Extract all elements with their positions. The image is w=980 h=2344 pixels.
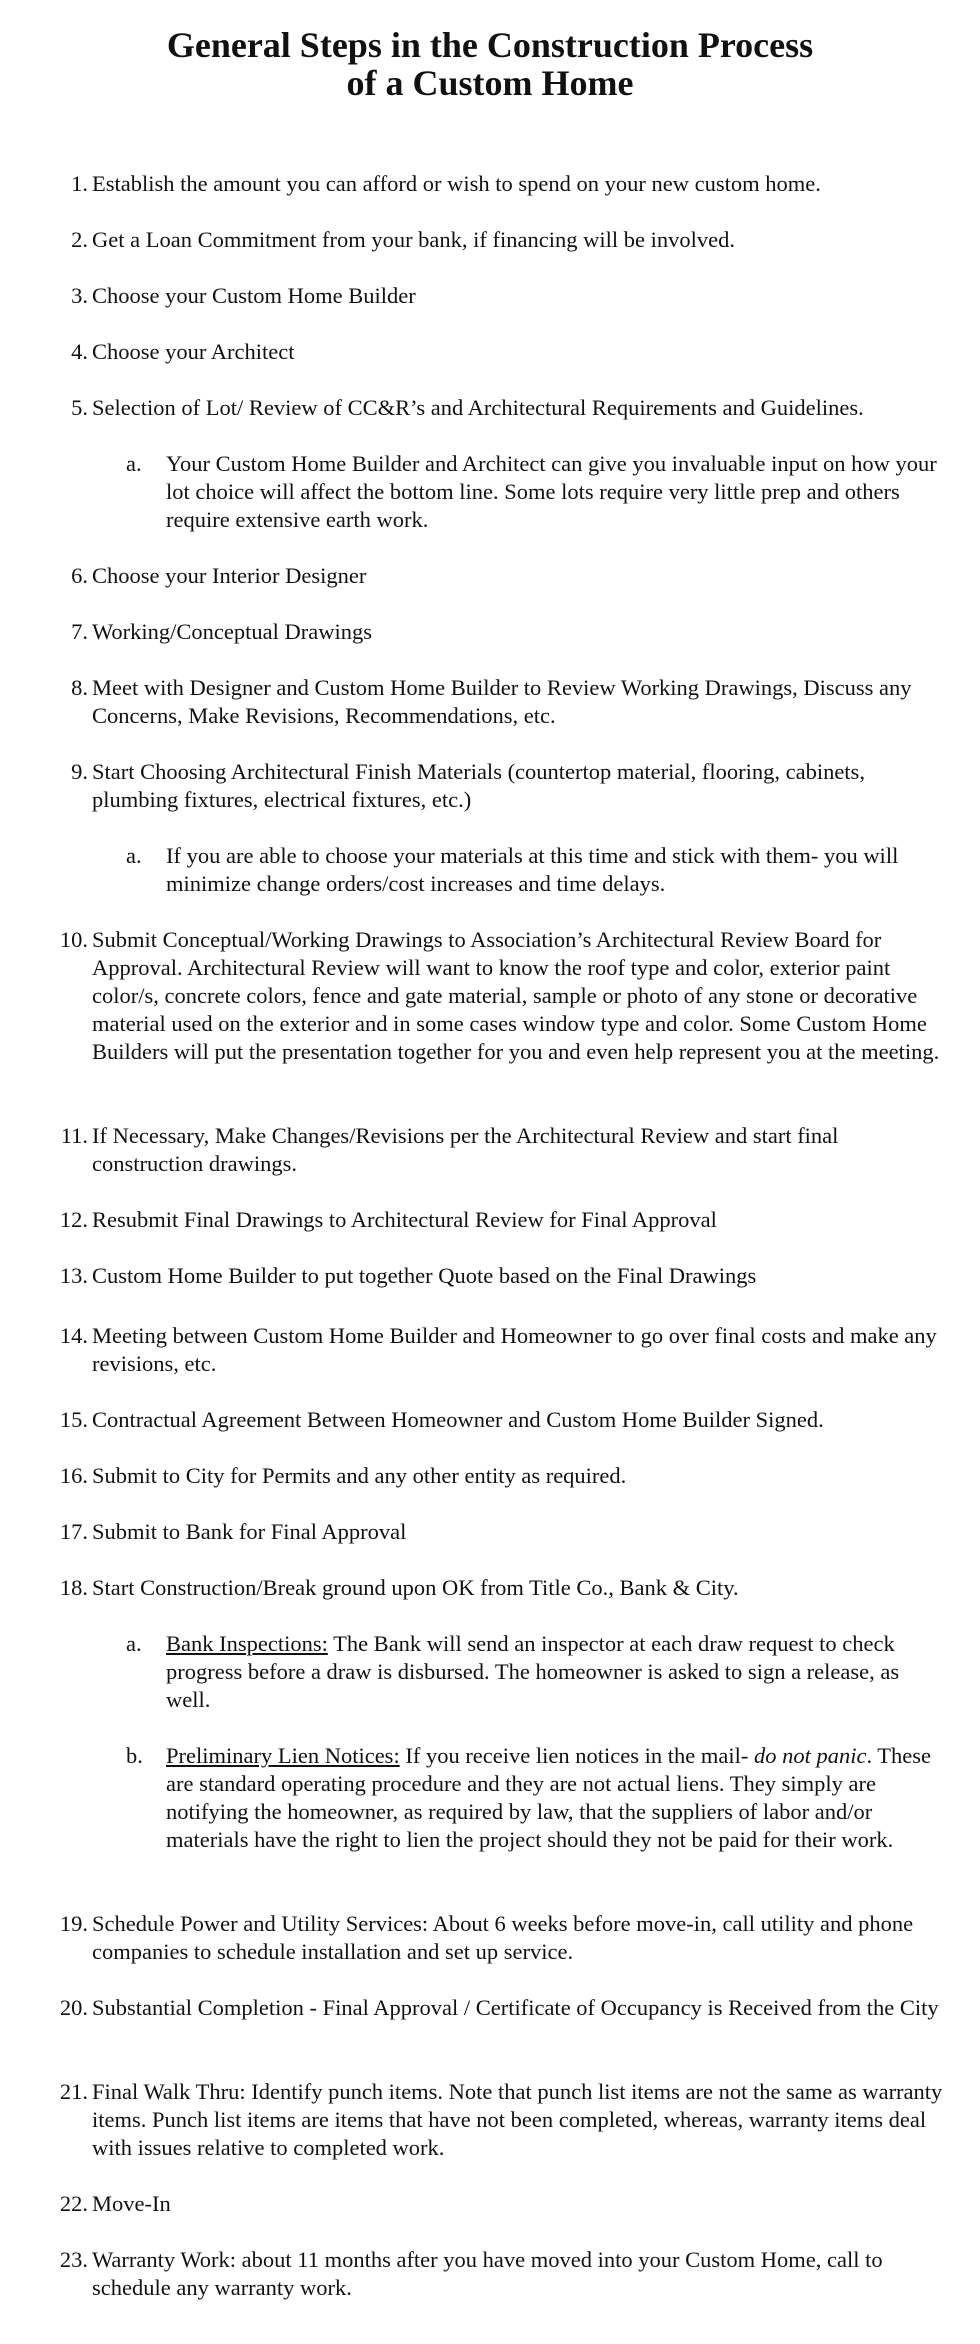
sub-item-text: If you are able to choose your materials at this time and stick with them- you will minimize change orders/cost increases and time delays. [166, 843, 899, 896]
step-number: 15. [59, 1407, 88, 1432]
step-11 [52, 1122, 952, 1178]
step-9 [52, 758, 952, 814]
sub-item-body: The Bank will send an inspector at each draw request to check progress before a draw is disbursed. The homeowner is asked to sign a release, as well. [166, 1631, 900, 1712]
step-18 [52, 1574, 952, 1602]
step-1 [52, 170, 952, 198]
step-number: 1. [71, 171, 88, 196]
sub-item-body-post: . These are standard operating procedure and they are not actual liens. They simply are notifying the homeowner, as required by law, that the suppliers of labor and/or materials have the right to lien the project should they not be paid for their work. [166, 1743, 932, 1852]
step-text: Meeting between Custom Home Builder and Homeowner to go over final costs and make any revisions, etc. [92, 1323, 937, 1376]
step-number: 22. [59, 2191, 88, 2216]
step-5 [52, 394, 952, 422]
step-7 [52, 618, 952, 646]
step-12 [52, 1206, 952, 1234]
step-15 [52, 1406, 952, 1434]
sub-item-text [166, 1630, 944, 1714]
step-number: 4. [71, 339, 88, 364]
step-text: Resubmit Final Drawings to Architectural Review for Final Approval [92, 1207, 717, 1232]
step-2 [52, 226, 952, 254]
step-18-sub-a [126, 1630, 944, 1714]
sub-item-letter: a. [126, 843, 142, 868]
sub-item-text: Your Custom Home Builder and Architect can give you invaluable input on how your lot choice will affect the bottom line. Some lots require very little prep and others require extensive earth work. [166, 451, 937, 532]
step-text: Warranty Work: about 11 months after you have moved into your Custom Home, call to schedule any warranty work. [92, 2247, 883, 2300]
step-number: 3. [71, 283, 88, 308]
step-19 [52, 1910, 952, 1966]
sub-item-letter: b. [126, 1743, 143, 1768]
step-number: 8. [71, 675, 88, 700]
step-number: 7. [71, 619, 88, 644]
step-text: If Necessary, Make Changes/Revisions per the Architectural Review and start final construction drawings. [92, 1123, 839, 1176]
step-14 [52, 1322, 952, 1378]
title-line-2: of a Custom Home [346, 63, 634, 103]
step-number: 12. [59, 1207, 88, 1232]
step-18-sub-b [126, 1742, 944, 1854]
step-3 [52, 282, 952, 310]
step-number: 2. [71, 227, 88, 252]
step-text: Choose your Architect [92, 339, 295, 364]
sub-item-body-pre: If you receive lien notices in the mail- [399, 1743, 754, 1768]
step-number: 17. [59, 1519, 88, 1544]
step-text: Meet with Designer and Custom Home Builder to Review Working Drawings, Discuss any Concerns, Make Revisions, Recommendations, etc. [92, 675, 912, 728]
step-5-sub-a [126, 450, 944, 534]
step-text: Submit Conceptual/Working Drawings to Association’s Architectural Review Board for Approval. Architectural Review will want to know the roof type and color, exterior paint color/s, concrete colors, fence and gate material, sample or photo of any stone or decorative material used on the exterior and in some cases window type and color. Some Custom Home Builders will put the presentation together for you and even help represent you at the meeting. [92, 927, 940, 1064]
step-number: 18. [59, 1575, 88, 1600]
title-line-1: General Steps in the Construction Process [166, 25, 814, 65]
step-number: 6. [71, 563, 88, 588]
step-6 [52, 562, 952, 590]
step-8 [52, 674, 952, 730]
step-text: Custom Home Builder to put together Quote based on the Final Drawings [92, 1263, 757, 1288]
step-text: Choose your Custom Home Builder [92, 283, 416, 308]
step-text: Working/Conceptual Drawings [92, 619, 373, 644]
step-number: 11. [60, 1123, 88, 1148]
step-number: 20. [59, 1995, 88, 2020]
step-text: Choose your Interior Designer [92, 563, 367, 588]
sub-item-text [166, 1742, 944, 1854]
sub-item-letter: a. [126, 1631, 142, 1656]
step-text: Submit to Bank for Final Approval [92, 1519, 407, 1544]
step-text: Contractual Agreement Between Homeowner and Custom Home Builder Signed. [92, 1407, 824, 1432]
sub-item-letter: a. [126, 451, 142, 476]
step-23 [52, 2246, 952, 2302]
step-4 [52, 338, 952, 366]
step-text: Submit to City for Permits and any other entity as required. [92, 1463, 627, 1488]
sub-item-heading: Bank Inspections: [166, 1631, 328, 1656]
step-9-sub-a [126, 842, 944, 898]
step-16 [52, 1462, 952, 1490]
page-title [0, 26, 980, 102]
step-text: Selection of Lot/ Review of CC&R’s and Architectural Requirements and Guidelines. [92, 395, 864, 420]
step-number: 14. [59, 1323, 88, 1348]
step-number: 9. [71, 759, 88, 784]
sub-item-heading: Preliminary Lien Notices: [166, 1743, 400, 1768]
step-text: Establish the amount you can afford or wish to spend on your new custom home. [92, 171, 821, 196]
step-13 [52, 1262, 952, 1290]
step-number: 5. [71, 395, 88, 420]
step-20 [52, 1994, 952, 2022]
step-21 [52, 2078, 952, 2162]
step-10 [52, 926, 952, 1066]
step-text: Final Walk Thru: Identify punch items. Note that punch list items are not the same as warranty items. Punch list items are items that have not been completed, whereas, warranty items deal with issues relative to completed work. [92, 2079, 943, 2160]
step-text: Schedule Power and Utility Services: About 6 weeks before move-in, call utility and phone companies to schedule installation and set up service. [92, 1911, 914, 1964]
step-text: Get a Loan Commitment from your bank, if financing will be involved. [92, 227, 735, 252]
step-text: Substantial Completion - Final Approval / Certificate of Occupancy is Received from the City [92, 1995, 939, 2020]
sub-item-emphasis: do not panic [753, 1743, 867, 1768]
step-22 [52, 2190, 952, 2218]
step-17 [52, 1518, 952, 1546]
step-number: 23. [59, 2247, 88, 2272]
step-number: 16. [59, 1463, 88, 1488]
step-text: Start Construction/Break ground upon OK from Title Co., Bank & City. [92, 1575, 739, 1600]
step-number: 13. [59, 1263, 88, 1288]
step-number: 19. [59, 1911, 88, 1936]
step-text: Start Choosing Architectural Finish Materials (countertop material, flooring, cabinets, plumbing fixtures, electrical fixtures, etc.) [92, 759, 865, 812]
step-number: 10. [59, 927, 88, 952]
step-text: Move-In [92, 2191, 171, 2216]
step-number: 21. [59, 2079, 88, 2104]
